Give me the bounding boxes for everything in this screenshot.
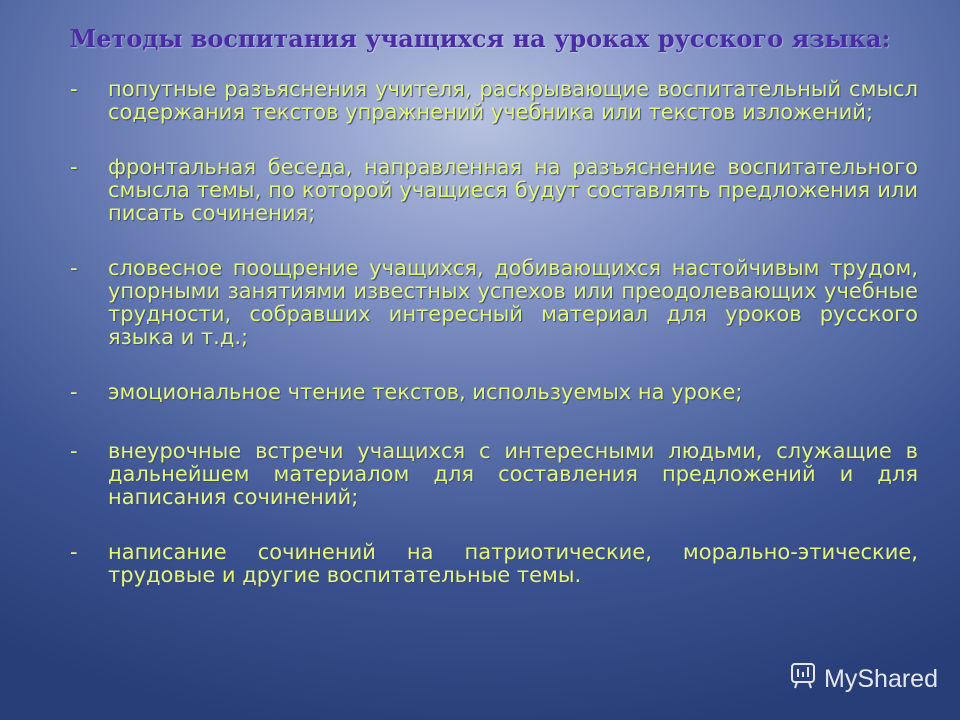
item-text: эмоциональное чтение текстов, используемых на уроке; — [108, 380, 743, 404]
item-dash: - — [70, 256, 78, 280]
method-item — [70, 257, 918, 349]
item-dash: - — [70, 155, 78, 179]
method-item — [70, 381, 918, 404]
item-dash: - — [70, 439, 78, 463]
item-dash: - — [70, 540, 78, 564]
item-dash: - — [70, 77, 78, 101]
item-text: попутные разъяснения учителя, раскрывающие воспитательный смысл содержания текстов упражнений учебника или текстов изложений; — [108, 77, 918, 124]
watermark-text: MyShared — [824, 665, 938, 693]
watermark[interactable] — [788, 661, 938, 698]
method-item — [70, 156, 918, 225]
item-text: внеурочные встречи учащихся с интересными людьми, служащие в дальнейшем материалом для составления предложений и для написания сочинений; — [108, 439, 918, 509]
method-item — [70, 541, 918, 587]
item-text: написание сочинений на патриотические, морально-этические, трудовые и другие воспитательные темы. — [108, 540, 918, 587]
method-item — [70, 78, 918, 124]
item-text: словесное поощрение учащихся, добивающихся настойчивым трудом, упорными занятиями известных успехов или преодолевающих учебные трудности, собравших интересный материал для уроков русского языка и т.д.; — [108, 256, 918, 349]
myshared-logo-icon — [788, 661, 818, 698]
item-dash: - — [70, 380, 78, 404]
method-item — [70, 440, 918, 509]
slide-title: Методы воспитания учащихся на уроках русского языка: — [69, 24, 891, 53]
method-list — [70, 78, 918, 619]
item-text: фронтальная беседа, направленная на разъяснение воспитательного смысла темы, по которой учащиеся будут составлять предложения или писать сочинения; — [108, 155, 918, 225]
